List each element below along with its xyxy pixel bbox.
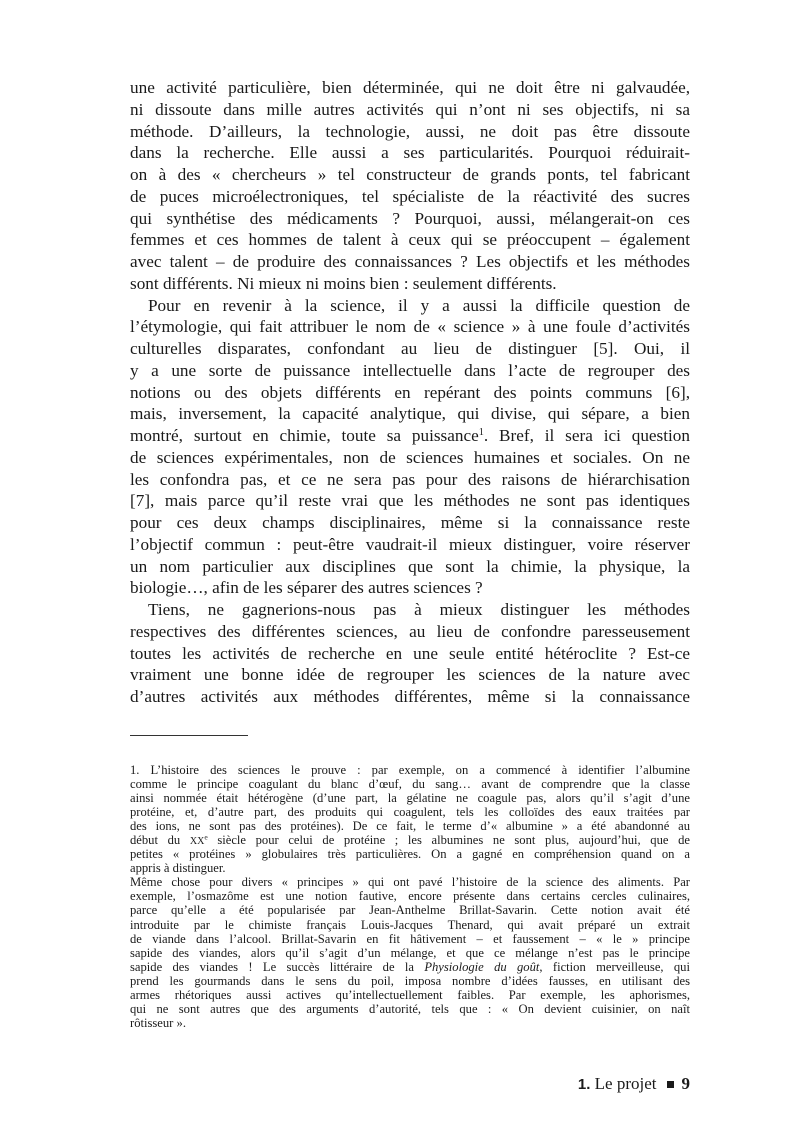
footnote-paragraph <box>130 763 690 875</box>
footnote-line: appris à distinguer. <box>130 861 226 876</box>
text-segment: . Bref, il sera ici question <box>483 426 690 445</box>
footnote-line: protéine, et, d’autre part, des produits qui coagulent, tels les colloïdes des eaux traitées par <box>130 805 690 820</box>
footnote-line: parce qu’elle a été popularisée par Jean-Anthelme Brillat-Savarin. Cette notion avait été <box>130 903 690 918</box>
body-line: on à des « chercheurs » tel constructeur de grands ponts, tel fabricant <box>130 165 690 184</box>
footnote-line <box>130 833 690 847</box>
body-line: avec talent – de produire des connaissances ? Les objectifs et les méthodes <box>130 252 690 271</box>
square-bullet-icon <box>667 1081 674 1088</box>
body-line: y a une sorte de puissance intellectuelle dans l’acte de regrouper des <box>130 360 690 380</box>
footnote-line: prend les gourmands dans le sens du poil, imposa nombre d’idées fausses, en utilisant des <box>130 973 690 988</box>
body-line: dans la recherche. Elle aussi a ses particularités. Pourquoi réduirait- <box>130 143 690 163</box>
running-footer <box>578 1074 690 1094</box>
text-segment: montré, surtout en chimie, toute sa puissance <box>130 426 479 445</box>
footnote-line: sapide des viandes, alors qu’il s’agit d’un mélange, et que ce mélange n’est pas le principe <box>130 945 690 960</box>
footnote-line: qui ne sont autres que des arguments d’autorité, tels que : « On devient cuisinier, on naît <box>130 1001 690 1016</box>
body-line: mais, inversement, la capacité analytique, qui divise, qui sépare, a bien <box>130 404 690 424</box>
body-line: de puces microélectroniques, tel spécialiste de la réactivité des sucres <box>130 186 690 206</box>
body-line: une activité particulière, bien déterminée, qui ne doit être ni galvaudée, <box>130 78 690 97</box>
italic-title: Physiologie du goût <box>424 959 540 974</box>
text-segment: XX <box>189 836 205 848</box>
body-line: l’étymologie, qui fait attribuer le nom de « science » à une foule d’activités <box>130 317 690 337</box>
text-segment: siècle pour celui de protéine ; les albumines ne sont plus, aujourd’hui, que de <box>207 833 690 848</box>
body-line: méthode. D’ailleurs, la technologie, aussi, ne doit pas être dissoute <box>130 121 690 141</box>
body-line: qui synthétise des médicaments ? Pourquoi, aussi, mélangerait-on ces <box>130 208 690 228</box>
footnote-separator <box>130 735 248 736</box>
body-line: l’objectif commun : peut-être vaudrait-il mieux distinguer, voire réserver <box>130 534 690 554</box>
body-line: culturelles disparates, confondant au lieu de distinguer [5]. Oui, il <box>130 339 690 358</box>
footnote-line: des ions, ne sont pas des protéines). De ce fait, le terme d’« albumine » a été abandonné au <box>130 819 690 834</box>
body-line: biologie…, afin de les séparer des autres sciences ? <box>130 578 483 598</box>
body-line: toutes les activités de recherche en une seule entité hétéroclite ? Est-ce <box>130 643 690 663</box>
footnote-line: ainsi nommée était hétérogène (d’une part, la gélatine ne coagule pas, alors qu’il s’agit d’une <box>130 791 690 806</box>
body-line: pour ces deux champs disciplinaires, même si la connaissance reste <box>130 513 690 532</box>
footnote-paragraph <box>130 875 690 1030</box>
body-line: [7], mais parce qu’il reste vrai que les méthodes ne sont pas identiques <box>130 491 690 511</box>
superscript: 1 <box>478 426 484 438</box>
footnote-line: introduite par le chimiste français Louis-Jacques Thenard, qui avait préparé un extrait <box>130 917 690 932</box>
footnote-line: exemple, l’osmazôme est une notion fautive, encore présente dans certains cercles culinaires, <box>130 889 690 904</box>
body-line: d’autres activités aux méthodes différentes, même si la connaissance <box>130 687 690 706</box>
body-line: vraiment une bonne idée de regrouper les sciences de la nature avec <box>130 665 690 685</box>
footnote-line: Même chose pour divers « principes » qui ont pavé l’histoire de la science des aliments. Par <box>130 875 690 890</box>
text-segment: sapide des viandes ! Le succès littéraire de la <box>130 959 425 974</box>
page-number: 9 <box>681 1074 690 1093</box>
text-segment: début du <box>130 833 190 848</box>
body-paragraph <box>130 599 690 708</box>
body-line: les confondra pas, et ce ne sera pas pour des raisons de hiérarchisation <box>130 469 690 489</box>
body-line: respectives des différentes sciences, au lieu de confondre paresseusement <box>130 621 690 641</box>
body-line: ni dissoute dans mille autres activités qui n’ont ni ses objectifs, ni sa <box>130 99 690 119</box>
body-line: femmes et ces hommes de talent à ceux qui se préoccupent – également <box>130 230 690 250</box>
body-line: Tiens, ne gagnerions-nous pas à mieux distinguer les méthodes <box>148 600 690 619</box>
body-line: sont différents. Ni mieux ni moins bien : seulement différents. <box>130 273 557 293</box>
chapter-number: 1. <box>577 1076 591 1093</box>
body-line: notions ou des objets différents en repérant des points communs [6], <box>130 382 690 402</box>
superscript: e <box>204 832 208 842</box>
footnote-line <box>130 960 690 974</box>
footnote-line: comme le principe coagulant du blanc d’œuf, du sang… avant de comprendre que la classe <box>130 777 690 792</box>
footnote-line: rôtisseur ». <box>130 1015 186 1030</box>
body-line: Pour en revenir à la science, il y a aussi la difficile question de <box>148 295 690 315</box>
body-line <box>130 425 690 447</box>
text-segment: , fiction merveilleuse, qui <box>539 959 690 974</box>
chapter-title: Le projet <box>594 1074 657 1093</box>
footnotes <box>130 763 690 1030</box>
body-line: un nom particulier aux disciplines que sont la chimie, la physique, la <box>130 556 690 576</box>
body-text <box>130 77 690 708</box>
footnote-line: 1. L’histoire des sciences le prouve : par exemple, on a commencé à identifier l’albumine <box>130 763 690 777</box>
body-line: de sciences expérimentales, non de sciences humaines et sociales. On ne <box>130 447 690 467</box>
body-paragraph <box>130 77 690 295</box>
body-paragraph <box>130 295 690 600</box>
footnote-line: petites « protéines » globulaires très particulières. On a gagné en compréhension quand on a <box>130 847 690 862</box>
footnote-line: de viande dans l’alcool. Brillat-Savarin en fit hâtivement – et faussement – « le » principe <box>130 931 690 946</box>
footnote-line: armes rhétoriques aussi actives qu’intellectuellement faibles. Par exemple, les aphorismes, <box>130 987 690 1002</box>
